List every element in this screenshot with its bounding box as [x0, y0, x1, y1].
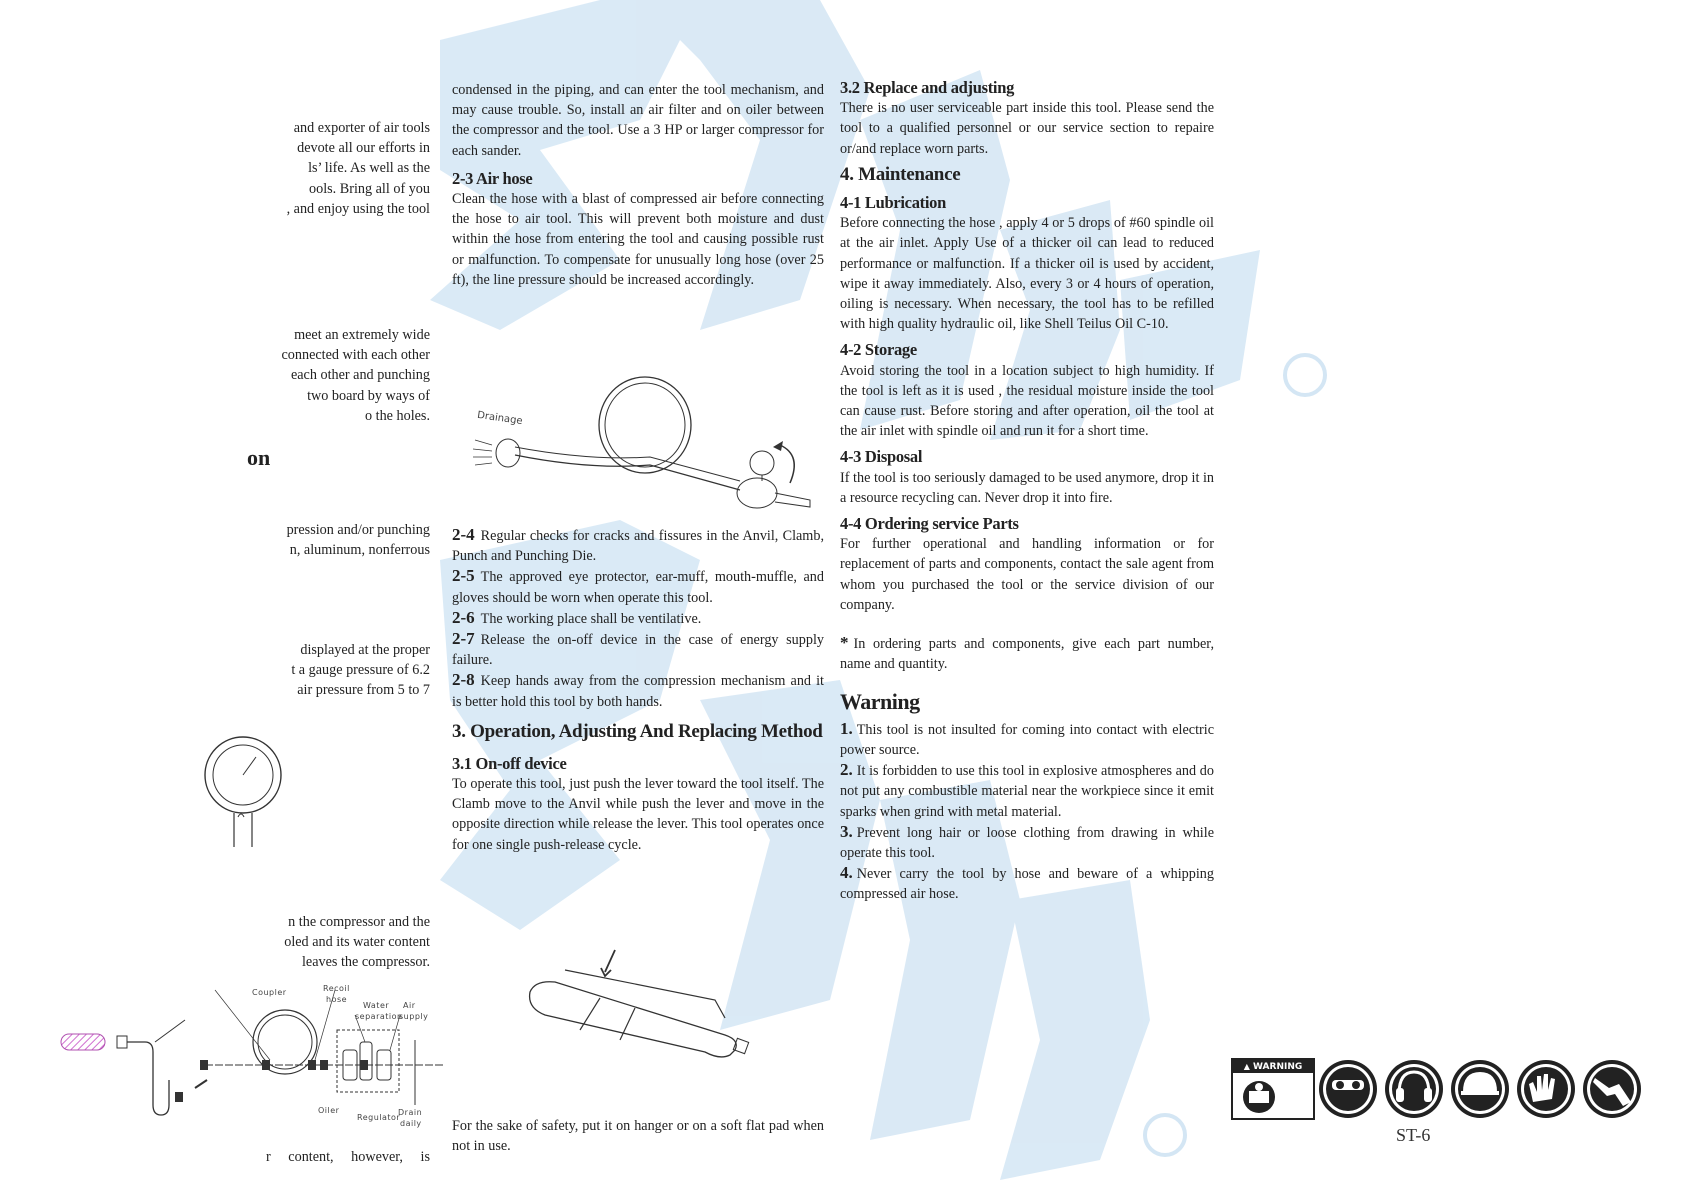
section-4-title: 4. Maintenance — [840, 163, 961, 185]
section-4-1-body: Before connecting the hose , apply 4 or 5 drops of #60 spindle oil at the air inlet. Apply Use of a thicker oil can lead to reduced performance or malfunction. If a thicker oil is used by accident, wipe it away immediately. Also, every 3 or 4 hours of operation, oiling is necessary. When necessary, the tool has to be refilled with high quality hydraulic oil, like Shell Teilus Oil C-10. — [840, 215, 1214, 333]
left-line: n the compressor and the — [288, 914, 430, 930]
left-line: meet an extremely wide — [294, 327, 430, 343]
item-text: Release the on-off device in the case of energy supply failure. — [452, 632, 824, 669]
eye-protection-icon — [1317, 1058, 1379, 1120]
warning-badge-label: WARNING — [1253, 1062, 1303, 1072]
left-line: displayed at the proper — [300, 642, 430, 658]
label-supply: supply — [399, 1012, 429, 1021]
section-3-1-title: 3.1 On-off device — [452, 753, 567, 773]
section-3-1-body: To operate this tool, just push the lever toward the tool itself. The Clamb move to the Anvil while push the lever and move in the opposite direction while release the lever. This tool operates once for one single push-release cycle. — [452, 776, 824, 853]
section-3-2-body: There is no user serviceable part inside this tool. Please send the tool to a qualified personnel or our service section to repaire or/and replace worn parts. — [840, 100, 1214, 157]
left-line: connected with each other — [281, 347, 430, 364]
hose-drainage-figure — [470, 375, 820, 515]
item-text: Keep hands away from the compression mechanism and it is better hold this tool by both hands. — [452, 673, 824, 710]
section-4-4-title: 4-4 Ordering service Parts — [840, 514, 1019, 534]
item-2-7 — [452, 629, 824, 670]
left-line: each other and punching — [290, 367, 430, 384]
warning-text: Prevent long hair or loose clothing from drawing in while operate this tool. — [840, 824, 1214, 861]
section-3-2-title: 3.2 Replace and adjusting — [840, 78, 1015, 97]
label-oiler: Oiler — [318, 1106, 340, 1115]
section-4-3-body: If the tool is too seriously damaged to be used anymore, drop it in a resource recycling can. Never drop it into fire. — [840, 469, 1214, 506]
warning-number: 2. — [840, 760, 853, 780]
left-line: n, aluminum, nonferrous — [289, 542, 430, 559]
hand-protection-icon — [1515, 1058, 1577, 1120]
order-note: * In ordering parts and components, give each part number, name and quantity. — [840, 633, 1214, 673]
left-line: , and enjoy using the tool — [286, 200, 430, 217]
section-3-title: 3. Operation, Adjusting And Replacing Method — [452, 720, 823, 742]
middle-column — [452, 80, 824, 290]
left-line: t a gauge pressure of 6.2 — [291, 662, 430, 679]
label-water: Water — [363, 1001, 390, 1010]
label-regulator: Regulator — [357, 1113, 401, 1122]
section-2-3-title: 2-3 Air hose — [452, 168, 533, 188]
left-heading-fragment: on — [247, 445, 271, 470]
warning-4 — [840, 863, 1214, 904]
item-number: 2-8 — [452, 670, 475, 690]
hearing-protection-icon — [1383, 1058, 1445, 1120]
warning-title: Warning — [840, 689, 920, 715]
label-daily: daily — [400, 1119, 422, 1128]
item-number: 2-4 — [452, 525, 475, 544]
left-line: ls’ life. As well as the — [308, 160, 430, 177]
left-line: leaves the compressor. — [301, 954, 430, 971]
left-line: oled and its water content — [284, 934, 430, 951]
tool-operation-figure — [525, 940, 765, 1065]
item-number: 2-6 — [452, 607, 475, 627]
left-line: o the holes. — [364, 407, 430, 424]
safety-note — [452, 1116, 824, 1156]
section-4-1-title: 4-1 Lubrication — [840, 193, 946, 213]
warning-read-manual-icon: ▲ WARNING — [1231, 1058, 1315, 1120]
head-protection-icon — [1449, 1058, 1511, 1120]
item-2-6 — [452, 608, 824, 629]
item-number: 2-7 — [452, 629, 475, 649]
section-4-2-title: 4-2 Storage — [840, 340, 917, 360]
pressure-gauge-figure — [200, 735, 290, 855]
item-text: The working place shall be ventilative. — [480, 610, 702, 627]
left-line: devote all our efforts in — [297, 140, 430, 157]
item-2-5 — [452, 566, 824, 607]
order-note-text: In ordering parts and components, give each part number, name and quantity. — [840, 636, 1214, 673]
safety-note-text: For the sake of safety, put it on hanger or on a soft flat pad when not in use. — [452, 1118, 824, 1155]
section-4-4-body: For further operational and handling information or for replacement of parts and components, contact the sale agent from whom you purchased the tool or the service division of our company. — [840, 536, 1214, 613]
item-2-4 — [452, 525, 824, 566]
warning-text: It is forbidden to use this tool in explosive atmospheres and do not put any combustible material near the workpiece since it emit sparks when grind with metal material. — [840, 763, 1214, 820]
label-separation: separation — [355, 1012, 403, 1021]
label-hose: hose — [326, 995, 348, 1004]
item-text: The approved eye protector, ear-muff, mouth-muffle, and gloves should be worn when operate this tool. — [452, 569, 824, 606]
warning-2 — [840, 760, 1214, 822]
left-line: and exporter of air tools — [293, 120, 430, 136]
intro-paragraph: condensed in the piping, and can enter the tool mechanism, and may cause trouble. So, install an air filter and on oiler between the compressor and the tool. Use a 3 HP or larger compressor for each sander. — [452, 82, 824, 159]
warning-1 — [840, 719, 1214, 760]
warning-number: 4. — [840, 863, 853, 883]
item-text: Regular checks for cracks and fissures in the Anvil, Clamb, Punch and Punching Die. — [452, 528, 824, 565]
warning-text: Never carry the tool by hose and beware of a whipping compressed air hose. — [840, 866, 1214, 903]
left-line: two board by ways of — [307, 387, 430, 404]
middle-column-items — [452, 525, 824, 855]
section-2-3-body: Clean the hose with a blast of compressed air before connecting the hose to air tool. This will prevent both moisture and dust within the hose from entering the tool and causing possible rust or malfunction. To compensate for unusually long hose (over 25 ft), the line pressure should be increased accordingly. — [452, 191, 824, 288]
label-recoil: Recoil — [323, 984, 350, 993]
warning-3 — [840, 822, 1214, 863]
item-2-8 — [452, 670, 824, 711]
section-4-3-title: 4-3 Disposal — [840, 447, 923, 467]
item-number: 2-5 — [452, 566, 475, 586]
section-4-2-body: Avoid storing the tool in a location subject to high humidity. If the tool is left as it is used , the residual moisture inside the tool can cause rust. Before storing and after operation, oil the tool at the air inlet with spindle oil and run it for a short time. — [840, 362, 1214, 440]
left-line: air pressure from 5 to 7 — [297, 682, 430, 699]
drainage-label: Drainage — [476, 409, 524, 428]
warning-number: 1. — [840, 718, 853, 738]
label-coupler: Coupler — [252, 988, 287, 997]
page-number: ST-6 — [1396, 1125, 1431, 1145]
label-air: Air — [403, 1001, 416, 1010]
left-line: r content, however, is — [266, 1149, 430, 1165]
warning-text: This tool is not insulted for coming into contact with electric power source. — [840, 721, 1214, 758]
label-drain: Drain — [398, 1108, 423, 1117]
wear-protective-gear-icon — [1581, 1058, 1643, 1120]
left-line: ools. Bring all of you — [309, 180, 430, 197]
right-column — [840, 78, 1214, 905]
warning-number: 3. — [840, 821, 853, 841]
left-line: pression and/or punching — [286, 522, 430, 538]
